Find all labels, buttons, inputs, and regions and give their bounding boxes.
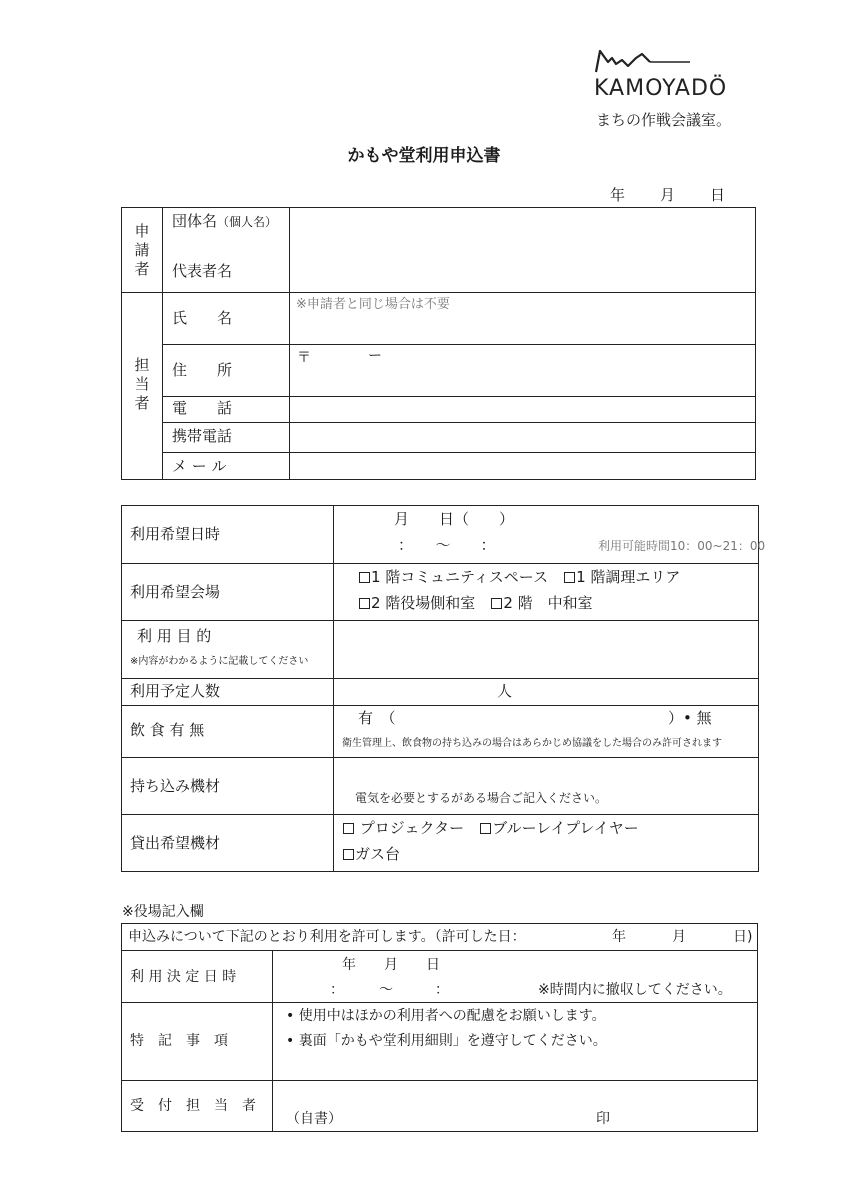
purpose-field[interactable]: [335, 622, 757, 677]
venue-row-1: 1 階コミュニティスペース 1 階調理エリア: [359, 570, 680, 585]
people-unit: 人: [497, 682, 513, 700]
note-line-2: • 裏面「かもや堂利用細則」を遵守してください。: [286, 1033, 607, 1049]
mountain-logo-icon: [594, 48, 750, 74]
contact-name-field[interactable]: [291, 314, 753, 342]
phone-label: 電 話: [172, 399, 233, 417]
purpose-note: ※内容がわかるように記載してください: [130, 656, 309, 667]
postal-mark: 〒: [297, 350, 311, 366]
hours-note: 利用可能時間10：00~21：00: [598, 539, 766, 553]
purpose-label: 利 用 目 的: [137, 627, 212, 645]
date-month: 月: [660, 186, 676, 204]
people-label: 利用予定人数: [130, 682, 221, 700]
receiver-field[interactable]: [274, 1082, 756, 1130]
permit-day: 日): [733, 929, 753, 945]
decided-label: 利 用 決 定 日 時: [130, 969, 237, 985]
brand-tagline: まちの作戦会議室。: [596, 111, 732, 129]
office-heading: ※役場記入欄: [122, 904, 204, 920]
page-title: かもや堂利用申込書: [347, 146, 501, 166]
representative-label: 代表者名: [172, 262, 233, 280]
note-line-1: • 使用中はほかの利用者への配慮をお願いします。: [286, 1008, 606, 1024]
address-label: 住 所: [172, 361, 233, 379]
date-day: 日: [710, 186, 726, 204]
datetime-label: 利用希望日時: [130, 525, 221, 543]
phone-field[interactable]: [291, 398, 753, 421]
contact-section-label: 担当者: [134, 356, 150, 412]
rental-checkbox-projector[interactable]: [343, 823, 354, 834]
equipment-field[interactable]: [335, 759, 757, 789]
food-yes[interactable]: 有 （: [358, 709, 396, 727]
mail-field[interactable]: [291, 454, 753, 478]
group-name-label: 団体名（個人名）: [172, 212, 278, 230]
group-name-field[interactable]: [291, 209, 753, 290]
decided-line1: 年 月 日: [342, 957, 440, 973]
food-no[interactable]: ）• 無: [668, 709, 712, 727]
venue-checkbox-2[interactable]: [564, 572, 575, 583]
decided-note: ※時間内に撤収してください。: [538, 982, 732, 998]
date-year: 年: [610, 186, 626, 204]
equipment-note: 電気を必要とするがある場合ご記入ください。: [355, 791, 608, 805]
equipment-label: 持ち込み機材: [130, 777, 221, 795]
permit-year: 年: [612, 929, 626, 945]
address-field[interactable]: [291, 368, 753, 394]
self-sign-label: （自書）: [286, 1111, 342, 1127]
brand-name: KAMOYADÖ: [594, 76, 728, 101]
receiver-label: 受 付 担 当 者: [130, 1098, 256, 1114]
rental-label: 貸出希望機材: [130, 834, 221, 852]
rental-checkbox-bluray[interactable]: [480, 823, 491, 834]
rental-checkbox-gas[interactable]: [343, 849, 354, 860]
permit-month: 月: [672, 929, 686, 945]
contact-name-label: 氏 名: [172, 309, 233, 327]
permit-text: 申込みについて下記のとおり利用を許可します。（許可した日：: [128, 929, 526, 945]
seal-mark: 印: [596, 1111, 610, 1127]
mobile-label: 携帯電話: [172, 427, 233, 445]
people-field[interactable]: [335, 680, 495, 704]
datetime-line1: 月 日（ ）: [394, 510, 515, 528]
food-note: 衛生管理上、飲食物の持ち込みの場合はあらかじめ協議をした場合のみ許可されます: [342, 738, 722, 749]
notes-label: 特 記 事 項: [130, 1033, 228, 1049]
venue-checkbox-4[interactable]: [491, 598, 502, 609]
venue-checkbox-1[interactable]: [359, 572, 370, 583]
venue-checkbox-3[interactable]: [359, 598, 370, 609]
food-label: 飲 食 有 無: [130, 721, 205, 739]
venue-row-2: 2 階役場側和室 2 階 中和室: [359, 596, 593, 611]
mail-label: メ ー ル: [172, 457, 227, 475]
datetime-line2: ： ～ ：: [398, 536, 496, 554]
rental-row-2: ガス台: [343, 847, 400, 862]
contact-name-note: ※申請者と同じ場合は不要: [296, 297, 450, 312]
venue-label: 利用希望会場: [130, 583, 221, 601]
decided-line2: ： ～ ：: [330, 982, 449, 998]
applicant-section-label: 申請者: [134, 222, 150, 278]
rental-row-1: プロジェクター ブルーレイプレイヤー: [343, 821, 639, 836]
postal-dash: ー: [368, 348, 382, 364]
mobile-field[interactable]: [291, 424, 753, 451]
